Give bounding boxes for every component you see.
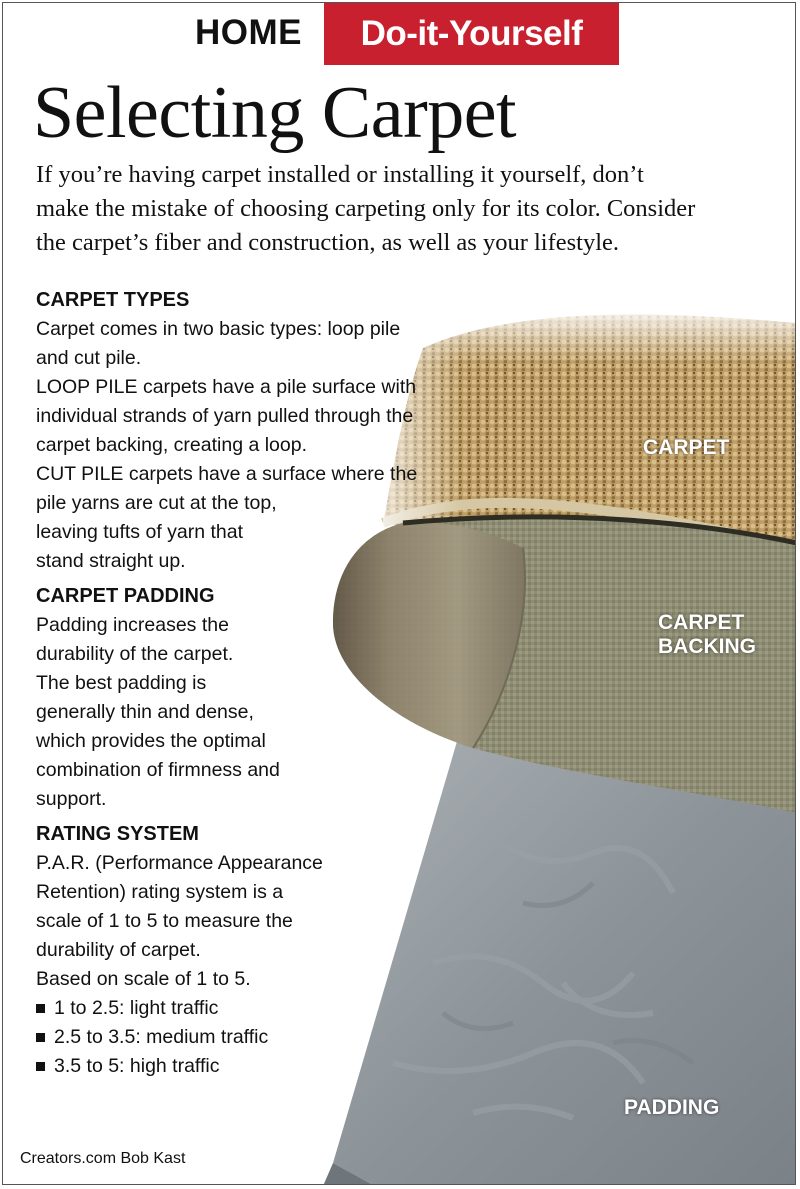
carpet-backing-label	[658, 611, 756, 659]
rating-system-heading: RATING SYSTEM	[36, 823, 199, 845]
intro-line: make the mistake of choosing carpeting only for its color. Consider	[36, 195, 696, 222]
intro-line: the carpet’s fiber and construction, as well as your lifestyle.	[36, 229, 620, 256]
carpet-backing-label-line: BACKING	[658, 635, 756, 658]
intro-line: If you’re having carpet installed or installing it yourself, don’t	[36, 161, 644, 188]
rating-list	[36, 994, 516, 1081]
carpet-padding-line: Padding increases the	[36, 614, 229, 636]
carpet-types-line: stand straight up.	[36, 550, 186, 572]
rating-system-line: durability of carpet.	[36, 939, 201, 961]
rating-system-line: P.A.R. (Performance Appearance	[36, 852, 323, 874]
intro-paragraph	[36, 158, 776, 260]
header-bar	[3, 3, 795, 65]
page-title: Selecting Carpet	[33, 72, 517, 154]
carpet-types-line: CUT PILE carpets have a surface where the	[36, 463, 418, 485]
credit-line: Creators.com Bob Kast	[20, 1150, 186, 1167]
carpet-padding-line: which provides the optimal	[36, 730, 266, 752]
carpet-types-line: and cut pile.	[36, 347, 142, 369]
text-column	[36, 286, 516, 1081]
section-label: HOME	[195, 13, 302, 52]
carpet-types-line: leaving tufts of yarn that	[36, 521, 244, 543]
rating-bullet-text: 2.5 to 3.5: medium traffic	[54, 1026, 269, 1048]
rating-system-line: scale of 1 to 5 to measure the	[36, 910, 293, 932]
list-item	[36, 994, 516, 1023]
carpet-padding-line: durability of the carpet.	[36, 643, 234, 665]
square-bullet-icon	[36, 1033, 45, 1042]
carpet-types-line: pile yarns are cut at the top,	[36, 492, 277, 514]
infographic-frame	[2, 2, 796, 1185]
list-item	[36, 1052, 516, 1081]
carpet-types-line: LOOP PILE carpets have a pile surface with	[36, 376, 417, 398]
rating-system-line: Based on scale of 1 to 5.	[36, 968, 251, 990]
carpet-types-line: Carpet comes in two basic types: loop pile	[36, 318, 401, 340]
square-bullet-icon	[36, 1062, 45, 1071]
carpet-padding-line: The best padding is	[36, 672, 207, 694]
carpet-label: CARPET	[643, 436, 730, 459]
section-tag: Do-it-Yourself	[324, 3, 619, 65]
carpet-padding-line: generally thin and dense,	[36, 701, 254, 723]
padding-label: PADDING	[624, 1096, 720, 1119]
carpet-padding-line: combination of firmness and	[36, 759, 280, 781]
carpet-types-line: carpet backing, creating a loop.	[36, 434, 308, 456]
list-item	[36, 1023, 516, 1052]
carpet-padding-heading: CARPET PADDING	[36, 585, 215, 607]
carpet-backing-label-line: CARPET	[658, 611, 745, 634]
rating-bullet-text: 1 to 2.5: light traffic	[54, 997, 219, 1019]
carpet-padding-line: support.	[36, 788, 107, 810]
square-bullet-icon	[36, 1004, 45, 1013]
rating-bullet-text: 3.5 to 5: high traffic	[54, 1055, 220, 1077]
carpet-types-line: individual strands of yarn pulled through the	[36, 405, 414, 427]
carpet-types-heading: CARPET TYPES	[36, 289, 190, 311]
rating-system-line: Retention) rating system is a	[36, 881, 284, 903]
